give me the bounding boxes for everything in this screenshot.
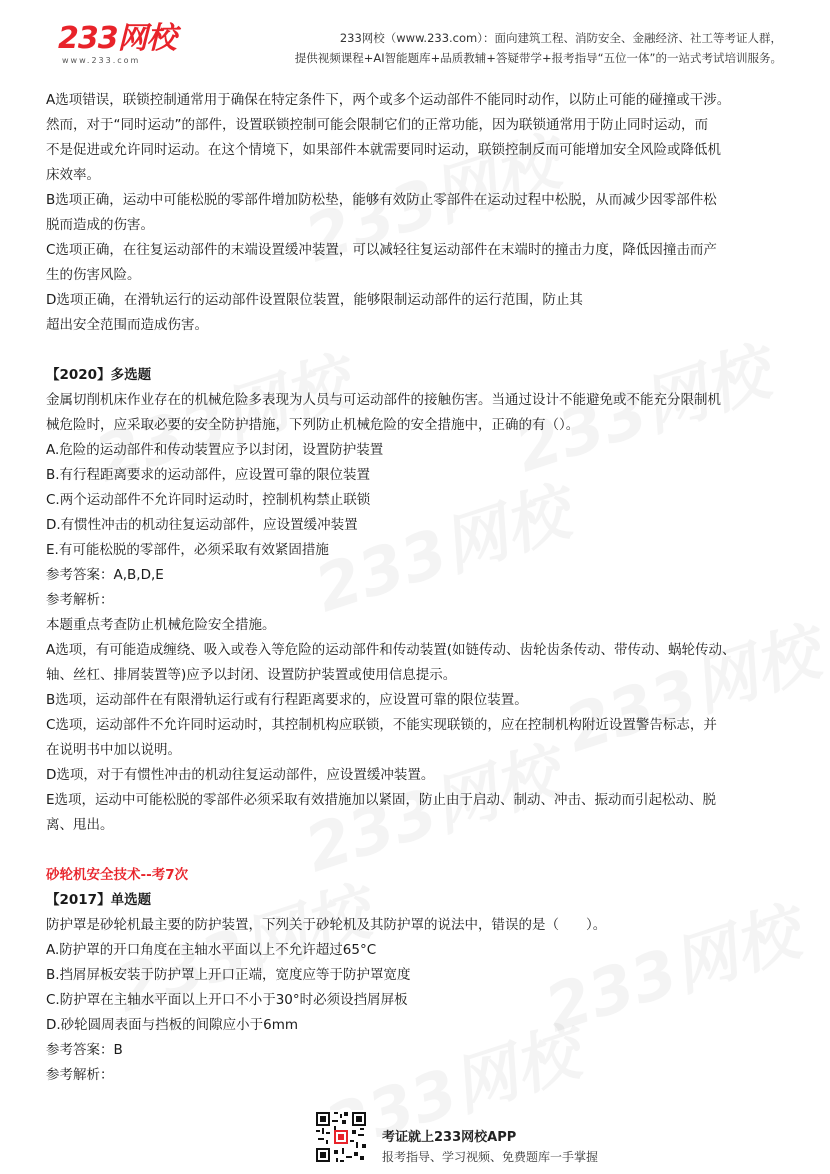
header-description	[295, 28, 782, 68]
paragraph: C选项正确，在往复运动部件的末端设置缓冲装置，可以减轻往复运动部件在末端时的撞击力度，降低因撞击而产	[46, 242, 717, 258]
analysis-line: 离、甩出。	[46, 817, 114, 833]
option: C.两个运动部件不允许同时运动时，控制机构禁止联锁	[46, 492, 371, 508]
analysis-line: E选项，运动中可能松脱的零部件必须采取有效措施加以紧固，防止由于启动、制动、冲击、振动而引起松动、脱	[46, 792, 717, 808]
qr-code-icon	[314, 1110, 368, 1164]
paragraph: 然而，对于“同时运动”的部件，设置联锁控制可能会限制它们的正常功能，因为联锁通常用于防止同时运动，而	[46, 117, 708, 133]
footer-subtitle: 报考指导、学习视频、免费题库一手掌握	[382, 1150, 599, 1164]
analysis-label: 参考解析：	[46, 1067, 114, 1083]
paragraph: D选项正确，在滑轨运行的运动部件设置限位装置，能够限制运动部件的运行范围，防止其	[46, 292, 583, 308]
brand-logo	[58, 21, 176, 65]
analysis-line: 本题重点考查防止机械危险安全措施。	[46, 617, 276, 633]
option: D.有惯性冲击的机动往复运动部件，应设置缓冲装置	[46, 517, 358, 533]
analysis-line: C选项，运动部件不允许同时运动时，其控制机构应联锁，不能实现联锁的，应在控制机构附近设置警告标志，并	[46, 717, 717, 733]
question-heading: 【2017】单选题	[46, 892, 152, 908]
header-line-1: 233网校（www.233.com）：面向建筑工程、消防安全、金融经济、社工等考证人群，	[339, 31, 782, 45]
paragraph: A选项错误，联锁控制通常用于确保在特定条件下，两个或多个运动部件不能同时动作，以防止可能的碰撞或干涉。	[46, 92, 731, 108]
question-stem: 金属切削机床作业存在的机械危险多表现为人员与可运动部件的接触伤害。当通过设计不能避免或不能充分限制机	[46, 392, 721, 408]
question-stem: 械危险时，应采取必要的安全防护措施，下列防止机械危险的安全措施中，正确的有（）。	[46, 417, 580, 433]
option: B.有行程距离要求的运动部件，应设置可靠的限位装置	[46, 467, 371, 483]
analysis-line: B选项，运动部件在有限滑轨运行或有行程距离要求的，应设置可靠的限位装置。	[46, 692, 528, 708]
answer: 参考答案：B	[46, 1042, 123, 1058]
paragraph: 生的伤害风险。	[46, 267, 141, 283]
answer: 参考答案：A,B,D,E	[46, 567, 164, 583]
paragraph: 超出安全范围而造成伤害。	[46, 317, 208, 333]
header-line-2: 提供视频课程+AI智能题库+品质教辅+答疑带学+报考指导“五位一体”的一站式考试培训服务。	[294, 51, 782, 65]
option: C.防护罩在主轴水平面以上开口不小于30°时必须设挡屑屏板	[46, 992, 408, 1008]
section-title: 砂轮机安全技术--考7次	[46, 867, 189, 883]
analysis-line: D选项，对于有惯性冲击的机动往复运动部件，应设置缓冲装置。	[46, 767, 435, 783]
analysis-line: A选项，有可能造成缠绕、吸入或卷入等危险的运动部件和传动装置(如链传动、齿轮齿条传动、带传动、蜗轮传动、	[46, 642, 736, 658]
document-body	[46, 88, 788, 1088]
question-heading: 【2020】多选题	[46, 367, 152, 383]
logo-text: 233网校	[58, 21, 176, 56]
paragraph: B选项正确，运动中可能松脱的零部件增加防松垫，能够有效防止零部件在运动过程中松脱，从而减少因零部件松	[46, 192, 717, 208]
paragraph: 脱而造成的伤害。	[46, 217, 154, 233]
option: D.砂轮圆周表面与挡板的间隙应小于6mm	[46, 1017, 299, 1033]
logo-url: www.233.com	[62, 56, 141, 65]
footer-title: 考证就上233网校APP	[382, 1130, 517, 1145]
paragraph: 床效率。	[46, 167, 100, 183]
analysis-line: 轴、丝杠、排屑装置等)应予以封闭、设置防护装置或使用信息提示。	[46, 667, 457, 683]
option: A.防护罩的开口角度在主轴水平面以上不允许超过65°C	[46, 942, 377, 958]
analysis-line: 在说明书中加以说明。	[46, 742, 181, 758]
paragraph: 不是促进或允许同时运动。在这个情境下，如果部件本就需要同时运动，联锁控制反而可能增加安全风险或降低机	[46, 142, 721, 158]
option: E.有可能松脱的零部件，必须采取有效紧固措施	[46, 542, 329, 558]
option: B.挡屑屏板安装于防护罩上开口正端，宽度应等于防护罩宽度	[46, 967, 411, 983]
page-footer	[314, 1110, 634, 1166]
option: A.危险的运动部件和传动装置应予以封闭，设置防护装置	[46, 442, 384, 458]
page-header	[44, 14, 786, 68]
analysis-label: 参考解析：	[46, 592, 114, 608]
question-stem: 防护罩是砂轮机最主要的防护装置，下列关于砂轮机及其防护罩的说法中，错误的是（ ）。	[46, 917, 607, 933]
